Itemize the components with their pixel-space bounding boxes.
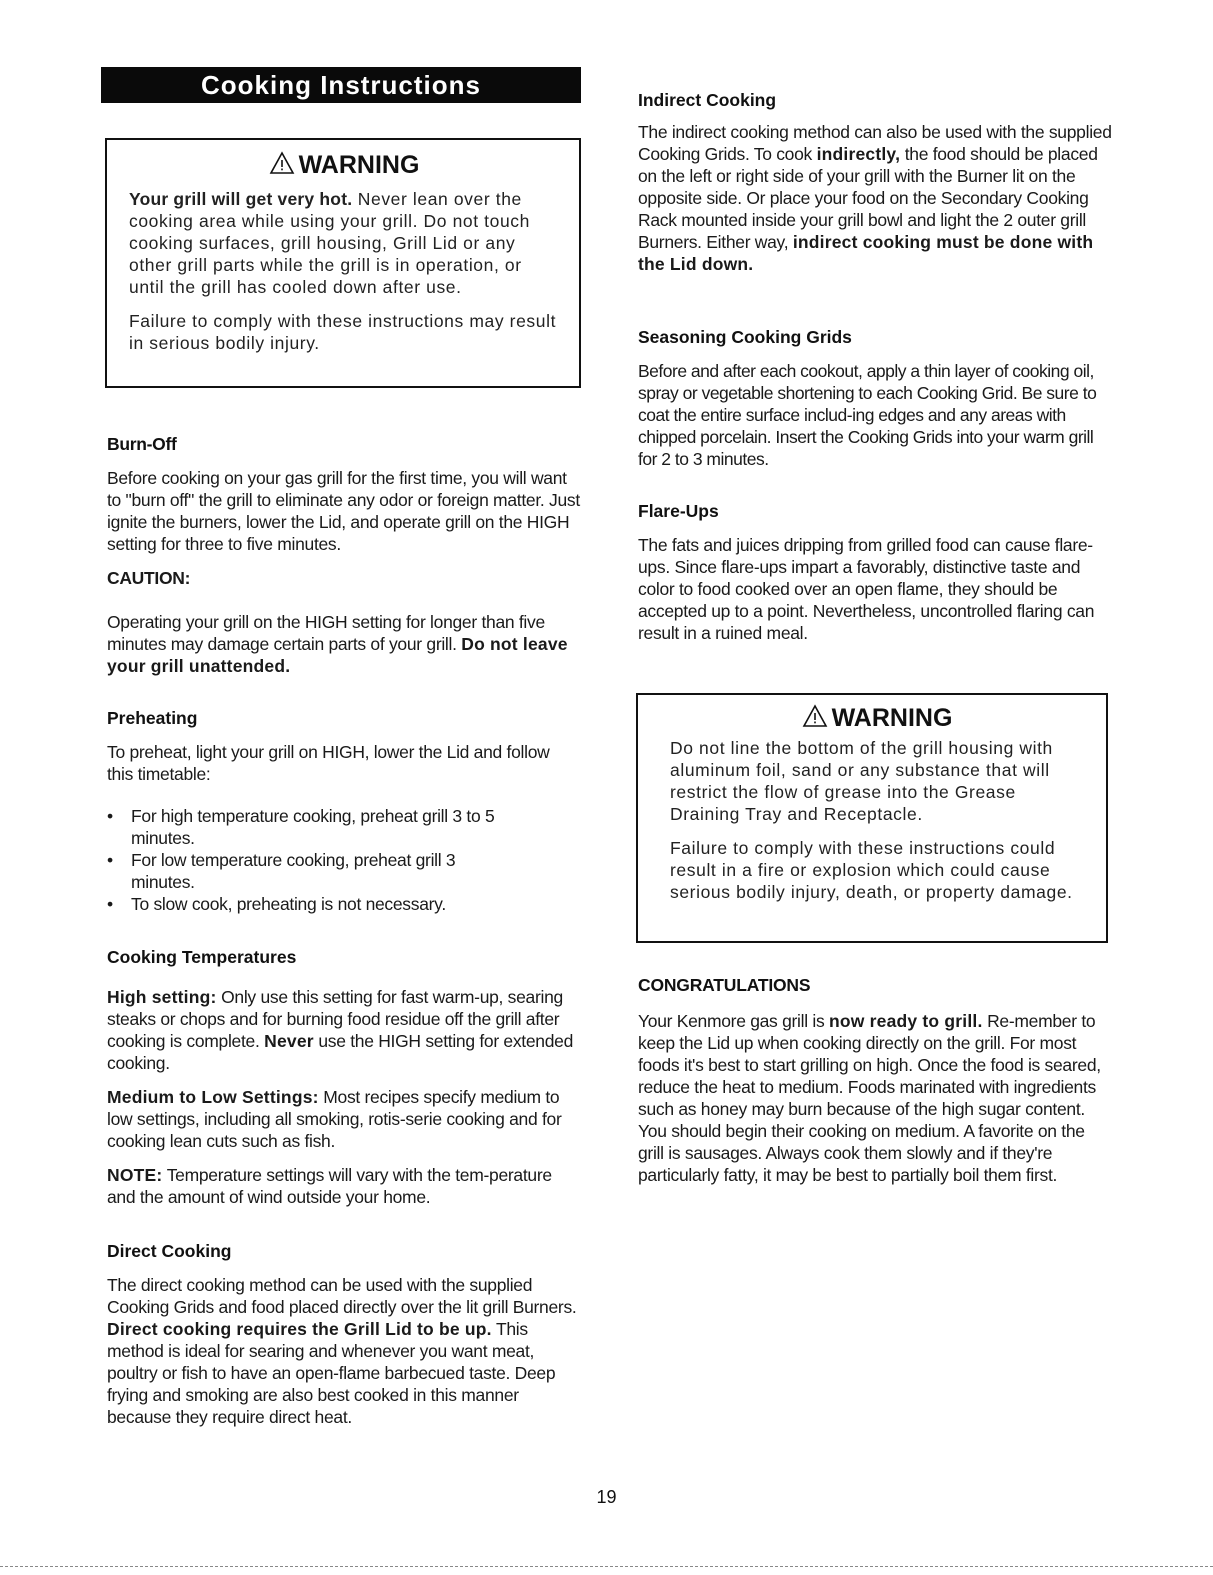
preheat-timetable-list [107,805,580,915]
page-bottom-rule [0,1566,1213,1567]
section-burn-off: Burn-Off Before cooking on your gas grill for the first time, you will want to "burn off" the grill to eliminate any odor or foreign matter. Just ignite the burners, lower the Lid, and operate grill on the HIGH setting for three to five minutes. CAUTION: Operating your grill on the HIGH setting for longer than five minutes may damage certain parts of your grill. Do not leave your grill unattended. [107,434,580,676]
page-title-banner: Cooking Instructions [101,67,581,103]
caution-label: CAUTION: [107,568,191,588]
warning-triangle-icon [269,151,295,182]
section-cooking-temperatures: Cooking Temperatures High setting: Only use this setting for fast warm-up, searing steaks or chops and for burning food residue off the grill after cooking is complete. Never use the HIGH setting for extended cooking. Medium to Low Settings: Most recipes specify medium to low settings, including all smoking, rotis-serie cooking and for cooking lean cuts such as fish. NOTE: Temperature settings will vary with the tem-perature and the amount of wind outside your home. [107,947,574,1207]
warning-box-hot-grill: WARNING Your grill will get very hot. Never lean over the cooking area while using your grill. Do not touch cooking surfaces, grill housing, Grill Lid or any other grill parts while the grill is in operation, or until the grill has cooled down after use. Failure to comply with these instructions may result in serious bodily injury. [105,138,581,388]
warning-triangle-icon [802,704,828,735]
list-item: • To slow cook, preheating is not necessary. [107,893,580,915]
warning-heading: WARNING [670,703,1084,735]
section-flare-ups: Flare-Ups The fats and juices dripping from grilled food can cause flare-ups. Since flare-ups impart a favorably, distinctive taste and color to food cooked over an open flame, they should be accepted up to a point. Nevertheless, uncontrolled flaring can result in a ruined meal. [638,501,1095,643]
section-indirect-cooking: Indirect Cooking The indirect cooking method can also be used with the supplied Cooking Grids. To cook indirectly, the food should be placed on the left or right side of your grill with the Burner lit on the opposite side. Or place your food on the Secondary Cooking Rack mounted inside your grill bowl and light the 2 outer grill Burners. Either way, indirect cooking must be done with the Lid down. [638,90,1112,274]
warning-box-grease: WARNING Do not line the bottom of the grill housing with aluminum foil, sand or any substance that will restrict the flow of grease into the Grease Draining Tray and Receptacle. Failure to comply with these instructions could result in a fire or explosion which could cause serious bodily injury, death, or property damage. [636,693,1108,943]
warning-lead: Your grill will get very hot. [129,188,353,209]
section-preheating: Preheating To preheat, light your grill on HIGH, lower the Lid and follow this timetable: • For high temperature cooking, preheat grill 3 to 5 minutes. • For low temperature cooking, preheat grill 3 minutes. • To slow cook, preheating is not necessary. [107,707,580,915]
section-seasoning-grids: Seasoning Cooking Grids Before and after each cookout, apply a thin layer of cooking oil, spray or vegetable shortening to each Cooking Grid. Be sure to coat the entire surface includ-ing edges and any areas with chipped porcelain. Insert the Cooking Grids into your warm grill for 2 to 3 minutes. [638,327,1097,469]
warning-consequence: Failure to comply with these instructions may result in serious bodily injury. [129,310,557,353]
warning-heading: WARNING [129,150,559,182]
page-number: 19 [596,1487,617,1507]
section-congratulations: CONGRATULATIONS Your Kenmore gas grill is now ready to grill. Re-member to keep the Lid up when cooking directly on the grill. For most foods it's best to start grilling on high. Once the food is seared, reduce the heat to medium. Foods marinated with ingredients such as honey may burn because of the high sugar content. You should begin their cooking on medium. A favorite on the grill is sausages. Always cook them slowly and if they're particularly fatty, it may be best to partially boil them first. [638,975,1101,1185]
list-item: • For low temperature cooking, preheat grill 3 minutes. [107,849,580,893]
list-item: • For high temperature cooking, preheat grill 3 to 5 minutes. [107,805,580,849]
section-direct-cooking: Direct Cooking The direct cooking method can be used with the supplied Cooking Grids and food placed directly over the lit grill Burners. Direct cooking requires the Grill Lid to be up. This method is ideal for searing and whenever you want meat, poultry or fish to have an open-flame barbecued taste. Deep frying and smoking are also best cooked in this manner because they require direct heat. [107,1241,577,1427]
